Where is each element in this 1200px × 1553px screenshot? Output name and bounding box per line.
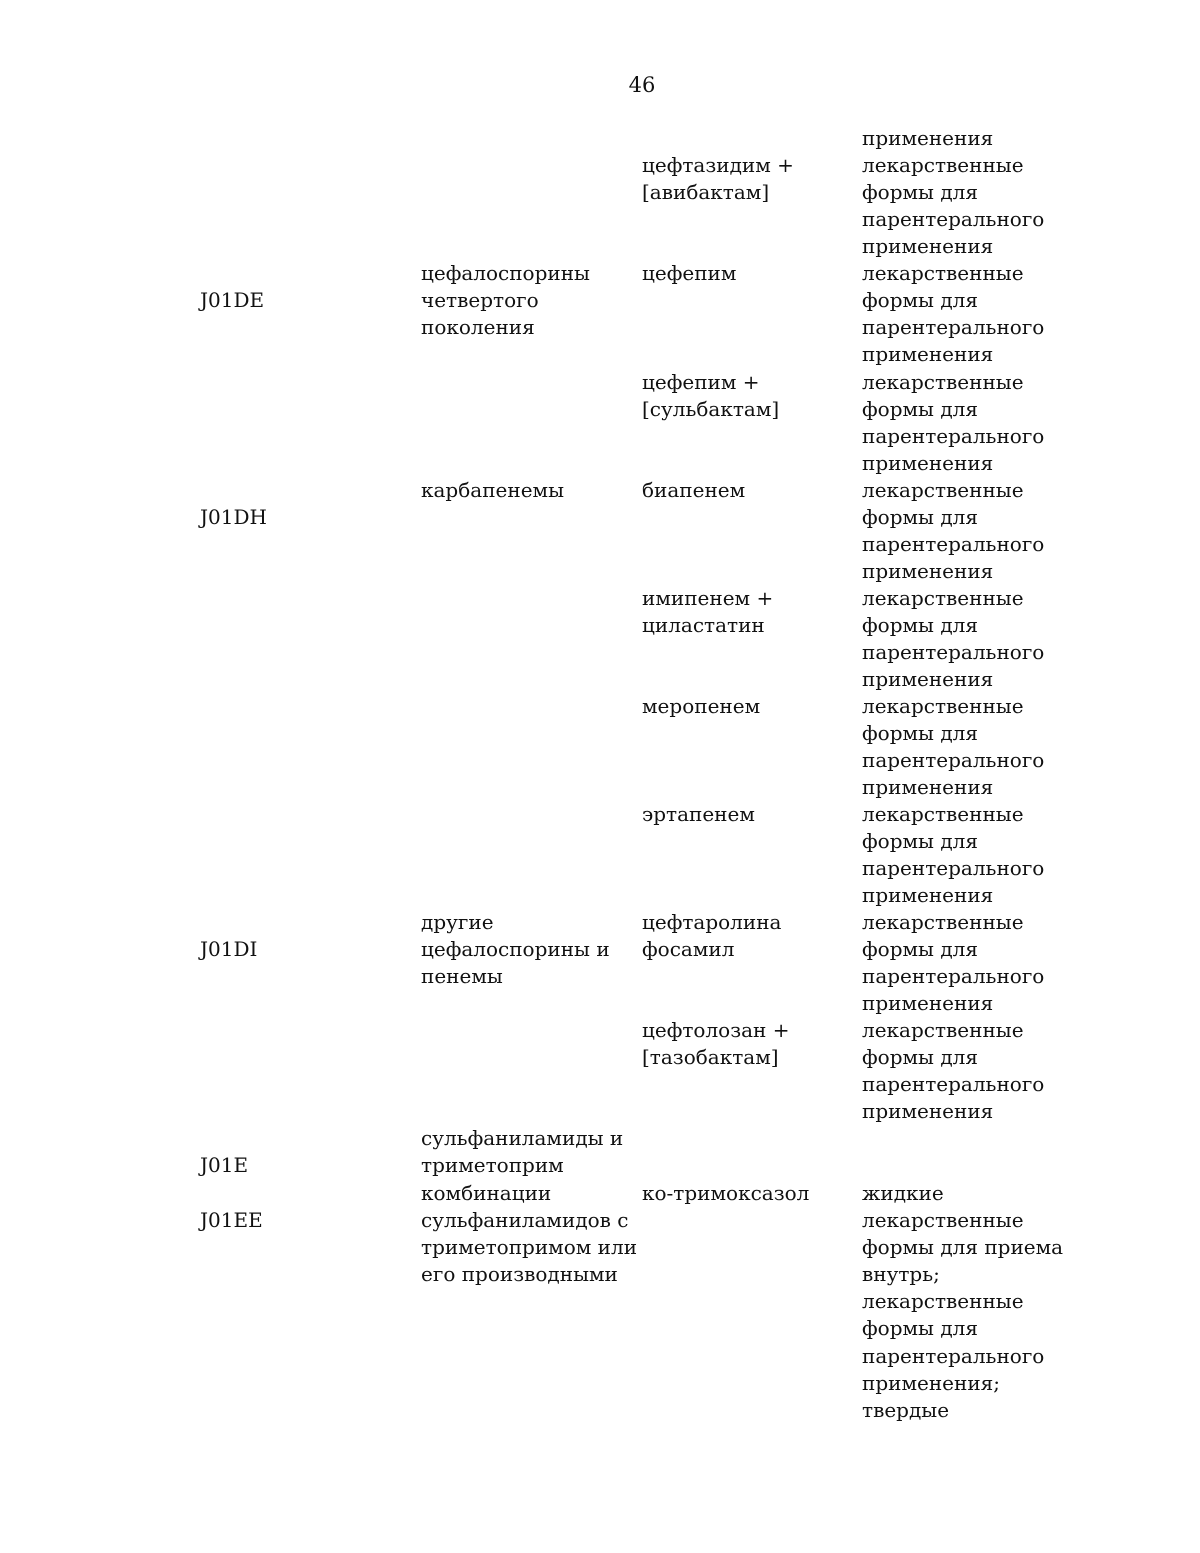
drug-class-cell: комбинации сульфаниламидов с триметопримом или его производными: [421, 1181, 638, 1287]
drug-class-cell: карбапенемы: [421, 478, 564, 502]
dosage-form-cell: лекарственные формы для парентерального применения: [862, 910, 1045, 1016]
drug-name-cell: цефтазидим + [авибактам]: [642, 153, 794, 205]
page-number: 46: [628, 73, 656, 97]
drug-name-cell: ко-тримоксазол: [642, 1181, 810, 1205]
atc-code-cell: J01DH: [200, 505, 267, 529]
dosage-form-cell: лекарственные формы для парентерального применения: [862, 802, 1045, 908]
drug-name-cell: эртапенем: [642, 802, 755, 826]
drug-name-cell: имипенем + циластатин: [642, 586, 774, 638]
drug-name-cell: цефепим + [сульбактам]: [642, 370, 780, 422]
drug-class-cell: другие цефалоспорины и пенемы: [421, 910, 610, 989]
dosage-form-cell: лекарственные формы для парентерального применения: [862, 586, 1045, 692]
atc-code-cell: J01DE: [200, 288, 265, 312]
atc-code-cell: J01E: [200, 1153, 249, 1177]
dosage-form-cell: жидкие лекарственные формы для приема внутрь; лекарственные формы для парентерального применения; твердые: [862, 1181, 1064, 1422]
drug-name-cell: цефепим: [642, 261, 737, 285]
drug-class-cell: цефалоспорины четвертого поколения: [421, 261, 590, 340]
atc-code-cell: J01DI: [200, 937, 258, 961]
drug-name-cell: цефтолозан + [тазобактам]: [642, 1018, 790, 1070]
dosage-form-cell: лекарственные формы для парентерального применения: [862, 694, 1045, 800]
dosage-form-cell: применения: [862, 126, 994, 150]
dosage-form-cell: лекарственные формы для парентерального применения: [862, 261, 1045, 367]
dosage-form-cell: лекарственные формы для парентерального применения: [862, 153, 1045, 259]
dosage-form-cell: лекарственные формы для парентерального применения: [862, 478, 1045, 584]
drug-class-cell: сульфаниламиды и триметоприм: [421, 1126, 624, 1178]
dosage-form-cell: лекарственные формы для парентерального применения: [862, 1018, 1045, 1124]
atc-code-cell: J01EE: [200, 1208, 263, 1232]
drug-name-cell: меропенем: [642, 694, 761, 718]
drug-name-cell: биапенем: [642, 478, 746, 502]
drug-name-cell: цефтаролина фосамил: [642, 910, 782, 962]
dosage-form-cell: лекарственные формы для парентерального применения: [862, 370, 1045, 476]
